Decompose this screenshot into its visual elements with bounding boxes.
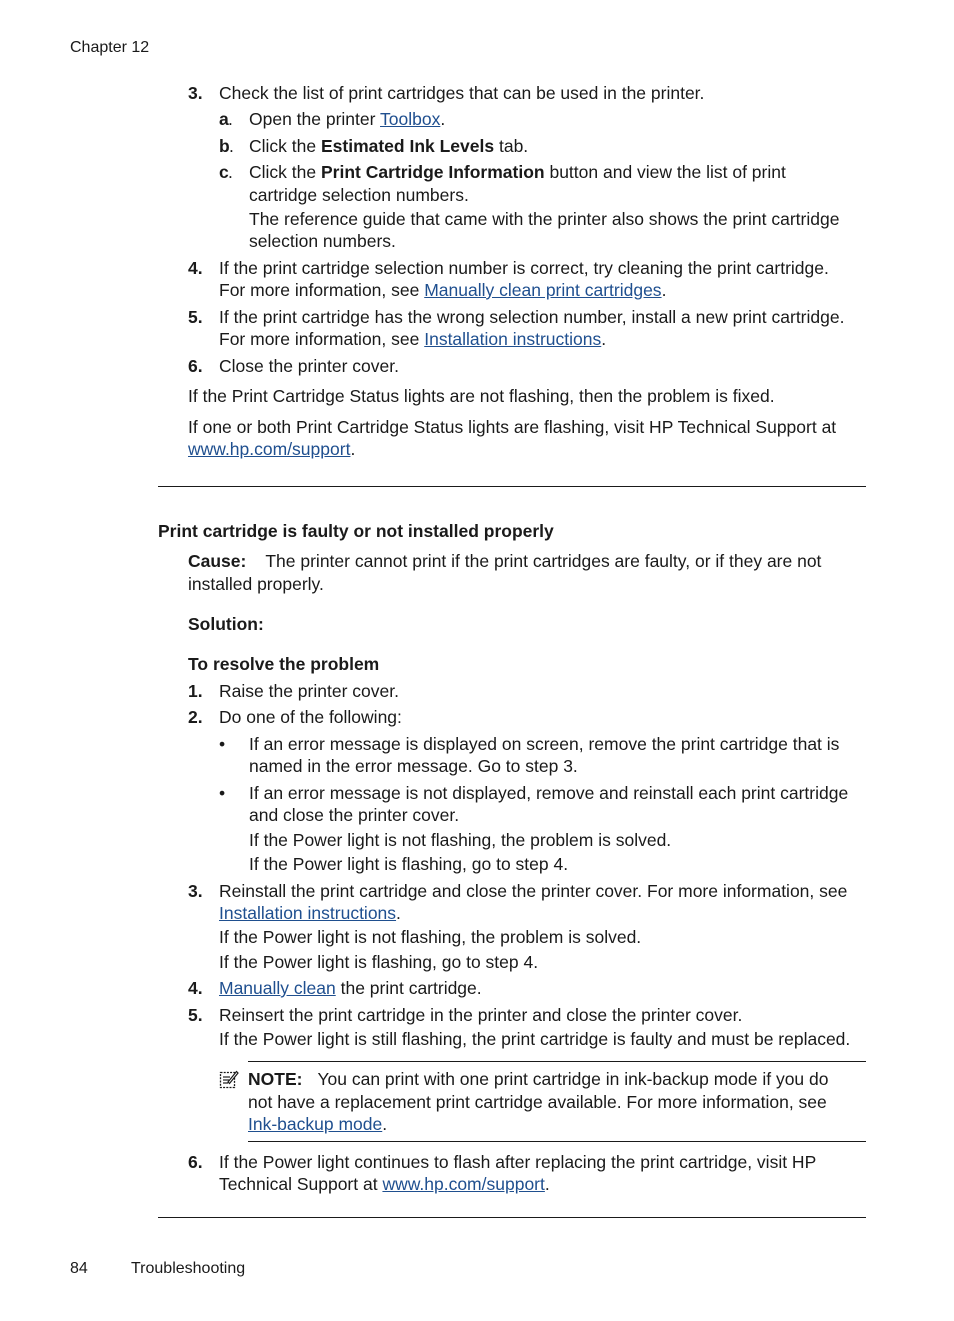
bullet-1-marker: •	[219, 734, 226, 754]
note-line2: not have a replacement print cartridge available. For more information, see	[248, 1092, 827, 1112]
step-5-line1: If the print cartridge has the wrong selection number, install a new print cartridge.	[219, 307, 845, 327]
section-title: Print cartridge is faulty or not installed properly	[158, 521, 554, 541]
bullet-1-line2: named in the error message. Go to step 3.	[249, 756, 578, 776]
solution-step-1-number: 1.	[188, 681, 203, 701]
step-5-number: 5.	[188, 307, 203, 327]
solution-step-2-text: Do one of the following:	[219, 707, 402, 727]
bullet-1-line1: If an error message is displayed on screen, remove the print cartridge that is	[249, 734, 840, 754]
section-end-divider	[158, 1217, 866, 1218]
step-6-number: 6.	[188, 356, 203, 376]
bullet-2-marker: •	[219, 783, 226, 803]
substep-a-letter: a	[219, 109, 229, 129]
step-4-line1: If the print cartridge selection number is correct, try cleaning the print cartridge.	[219, 258, 829, 278]
solution-step-3-line2: Installation instructions.	[219, 903, 401, 923]
note-bottom-rule	[248, 1141, 866, 1142]
step-5-line2: For more information, see Installation instructions.	[219, 329, 607, 349]
note-line3: Ink-backup mode.	[248, 1114, 388, 1134]
status-flashing-line2: www.hp.com/support.	[188, 439, 356, 459]
manually-clean-link[interactable]: Manually clean	[219, 978, 336, 998]
cause-line1: Cause: The printer cannot print if the print cartridges are faulty, or if they are not	[188, 551, 822, 571]
status-fixed-paragraph: If the Print Cartridge Status lights are not flashing, then the problem is fixed.	[188, 386, 775, 406]
step-3-text: Check the list of print cartridges that can be used in the printer.	[219, 83, 705, 103]
solution-step-2-number: 2.	[188, 707, 203, 727]
step-4-number: 4.	[188, 258, 203, 278]
solution-step-4-number: 4.	[188, 978, 203, 998]
hp-support-link-2[interactable]: www.hp.com/support	[382, 1174, 545, 1194]
note-icon	[219, 1069, 239, 1089]
cause-line2: installed properly.	[188, 574, 324, 594]
resolve-heading: To resolve the problem	[188, 654, 380, 674]
solution-step-3-line3: If the Power light is not flashing, the problem is solved.	[219, 927, 642, 947]
solution-step-6-number: 6.	[188, 1152, 203, 1172]
solution-step-5-line1: Reinsert the print cartridge in the printer and close the printer cover.	[219, 1005, 743, 1025]
page-number: 84	[70, 1260, 88, 1277]
solution-step-5-line2: If the Power light is still flashing, the print cartridge is faulty and must be replaced.	[219, 1029, 851, 1049]
substep-c-para-line1: The reference guide that came with the printer also shows the print cartridge	[249, 209, 840, 229]
section-divider	[158, 486, 866, 487]
installation-instructions-link-2[interactable]: Installation instructions	[219, 903, 397, 923]
installation-instructions-link[interactable]: Installation instructions	[424, 329, 602, 349]
ink-backup-mode-link[interactable]: Ink-backup mode	[248, 1114, 383, 1134]
manually-clean-print-cartridges-link[interactable]: Manually clean print cartridges	[424, 280, 662, 300]
solution-step-3-line4: If the Power light is flashing, go to step 4.	[219, 952, 539, 972]
solution-step-1-text: Raise the printer cover.	[219, 681, 399, 701]
estimated-ink-levels-label: Estimated Ink Levels	[320, 136, 495, 156]
step-3-number: 3.	[188, 83, 203, 103]
solution-step-5-number: 5.	[188, 1005, 203, 1025]
status-flashing-line1: If one or both Print Cartridge Status lights are flashing, visit HP Technical Support at	[188, 417, 837, 437]
substep-c-line2: cartridge selection numbers.	[249, 185, 469, 205]
bullet-2-line2: and close the printer cover.	[249, 805, 460, 825]
step-6-text: Close the printer cover.	[219, 356, 399, 376]
print-cartridge-information-label: Print Cartridge Information	[320, 162, 545, 182]
solution-step-3-line1: Reinstall the print cartridge and close the printer cover. For more information, see	[219, 881, 848, 901]
bullet-2-line3: If the Power light is not flashing, the problem is solved.	[249, 830, 672, 850]
solution-step-6-line2: Technical Support at www.hp.com/support.	[219, 1174, 550, 1194]
toolbox-link[interactable]: Toolbox	[380, 109, 441, 129]
cause-label: Cause:	[188, 551, 247, 571]
solution-step-3-number: 3.	[188, 881, 203, 901]
substep-a-text: Open the printer Toolbox.	[249, 109, 446, 129]
hp-support-link[interactable]: www.hp.com/support	[188, 439, 351, 459]
substep-c-line1: Click the Print Cartridge Information button and view the list of print	[249, 162, 786, 182]
note-top-rule	[248, 1061, 866, 1062]
substep-b-text: Click the Estimated Ink Levels tab.	[249, 136, 529, 156]
substep-c-para-line2: selection numbers.	[249, 231, 396, 251]
chapter-header: Chapter 12	[70, 39, 150, 56]
substep-b-letter: b	[219, 136, 230, 156]
note-label: NOTE:	[248, 1069, 303, 1089]
solution-label: Solution:	[188, 614, 264, 634]
solution-step-4-text: Manually clean the print cartridge.	[219, 978, 482, 998]
footer-section-name: Troubleshooting	[131, 1260, 246, 1277]
step-4-line2: For more information, see Manually clean print cartridges.	[219, 280, 667, 300]
substep-c-letter: c	[219, 162, 229, 182]
bullet-2-line1: If an error message is not displayed, remove and reinstall each print cartridge	[249, 783, 849, 803]
solution-step-6-line1: If the Power light continues to flash after replacing the print cartridge, visit HP	[219, 1152, 817, 1172]
note-line1: NOTE: You can print with one print cartridge in ink-backup mode if you do	[248, 1069, 829, 1089]
bullet-2-line4: If the Power light is flashing, go to step 4.	[249, 854, 569, 874]
